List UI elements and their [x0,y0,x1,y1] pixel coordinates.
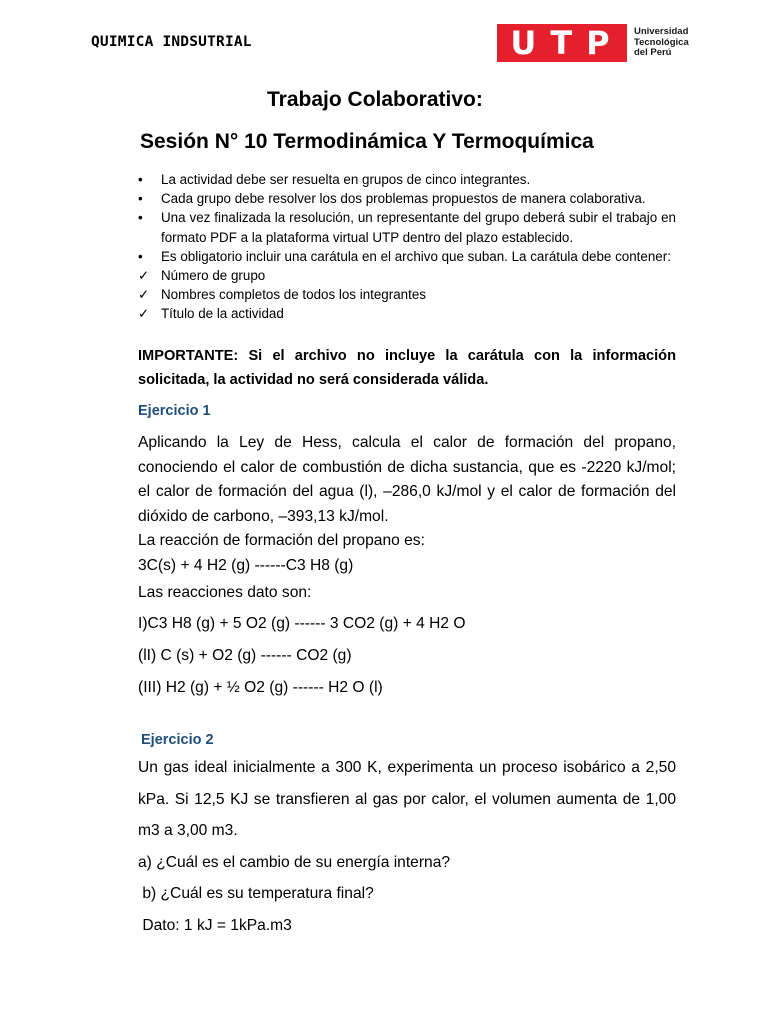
checkmark-icon: ✓ [138,306,150,322]
list-item-text: Una vez finalizada la resolución, un representante del grupo deberá subir el trabajo en formato PDF a la plataforma virtual UTP dentro del plazo establecido. [161,210,676,245]
question-b: b) ¿Cuál es su temperatura final? [138,885,374,902]
reaction-2: (lI) C (s) + O2 (g) ------ CO2 (g) [138,647,352,664]
exercise-1-text: Aplicando la Ley de Hess, calcula el calor de formación del propano, conociendo el calor de combustión de dicha sustancia, que es -2220 kJ/mol; el calor de formación del agua (l), –286,0 kJ/mol y el calor de formación del dióxido de carbono, –393,13 kJ/mol. [138,434,676,525]
list-item [138,208,676,246]
list-item [138,304,676,323]
list-item-text: Título de la actividad [161,306,284,322]
list-item-text: Nombres completos de todos los integrantes [161,287,426,303]
list-item [138,170,676,189]
checkmark-icon: ✓ [138,287,150,303]
reaction-3: (III) H2 (g) + ½ O2 (g) ------ H2 O (l) [138,679,383,696]
list-item-text: La actividad debe ser resuelta en grupos de cinco integrantes. [161,172,531,187]
list-item-text: Cada grupo debe resolver los dos problemas propuestos de manera colaborativa. [161,191,646,207]
exercise-2-title: Ejercicio 2 [141,732,214,748]
list-item [138,189,676,208]
bullet-icon: • [138,172,143,187]
exercise-2-paragraph [138,752,676,941]
list-item-text: Es obligatorio incluir una carátula en el archivo que suban. La carátula debe contener: [161,248,671,264]
course-title: QUIMICA INDSUTRIAL [91,34,252,50]
utp-logo [497,24,702,64]
logo-text [634,27,689,59]
list-item [138,266,676,285]
logo-box [497,24,627,62]
reaction-intro: La reacción de formación del propano es: [138,532,425,549]
question-a: a) ¿Cuál es el cambio de su energía interna? [138,853,451,871]
page-subtitle: Sesión N° 10 Termodinámica Y Termoquímica [140,130,594,153]
logo-line-2: Tecnológica [634,36,689,48]
checkmark-icon: ✓ [138,268,150,284]
exercise-1-title: Ejercicio 1 [138,403,211,419]
logo-line-1: Universidad [634,26,689,37]
instructions-list [138,170,676,324]
exercise-1-paragraph [138,431,676,578]
list-item [138,247,676,266]
data-note: Dato: 1 kJ = 1kPa.m3 [138,916,292,934]
exercise-2-text: Un gas ideal inicialmente a 300 K, experimenta un proceso isobárico a 2,50 kPa. Si 12,5 KJ se transfieren al gas por calor, el volumen aumenta de 1,00 m3 a 3,00 m3. [138,759,676,839]
list-item-text: Número de grupo [161,268,266,284]
logo-line-3: del Perú [634,47,672,58]
bullet-icon: • [138,191,143,207]
data-intro: Las reacciones dato son: [138,584,312,601]
reaction-1: I)C3 H8 (g) + 5 O2 (g) ------ 3 CO2 (g) + 4 H2 O [138,615,466,632]
important-note: IMPORTANTE: Si el archivo no incluye la carátula con la información solicitada, la actividad no será considerada válida. [138,348,676,388]
list-item [138,285,676,304]
reaction-equation: 3C(s) + 4 H2 (g) ------C3 H8 (g) [138,556,354,574]
bullet-icon: • [138,210,143,226]
logo-letters: UTP [510,24,624,62]
bullet-icon: • [138,248,143,264]
page-title: Trabajo Colaborativo: [267,88,483,111]
